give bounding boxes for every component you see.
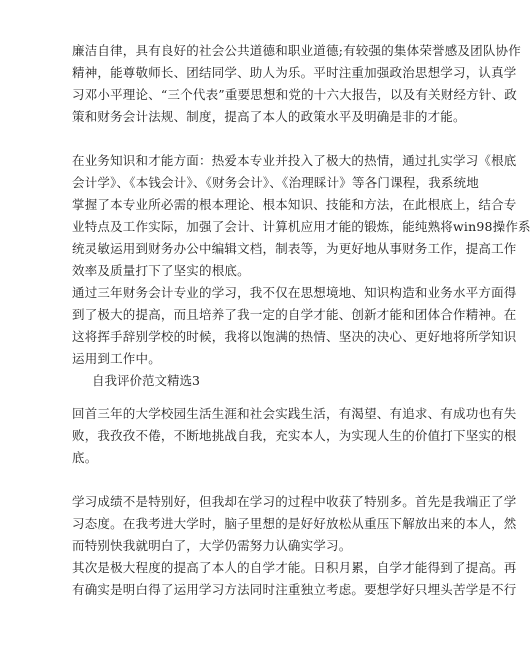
text-line: 运用到工作中。	[72, 351, 161, 366]
paragraph-summary	[72, 282, 517, 370]
text-line: 掌握了本专业所必需的根本理论、根本知识、技能和方法，在此根底上，结合专	[72, 197, 517, 212]
text-line: 这将挥手辞别学校的时候，我将以饱满的热情、坚决的决心、更好地将所学知识	[72, 329, 517, 344]
paragraph-integrity	[72, 40, 521, 128]
text-line: 底。	[72, 450, 98, 465]
text-line: 统灵敏运用到财务办公中编辑文档，制表等，为更好地从事财务工作，提高工作	[72, 241, 517, 256]
paragraph-reflection	[72, 403, 517, 469]
text-line: 习态度。在我考进大学时，脑子里想的是好好放松从重压下解放出来的本人，然	[72, 516, 517, 531]
text-line: 而特别快我就明白了，大学仍需努力认确实学习。	[72, 538, 352, 553]
text-line: 策和财务会计法规、制度，提高了本人的政策水平及明确是非的才能。	[72, 109, 466, 124]
section-heading: 自我评价范文精选3	[92, 373, 200, 388]
text-line: 通过三年财务会计专业的学习，我不仅在思想境地、知识构造和业务水平方面得	[72, 285, 517, 300]
text-line: 效率及质量打下了坚实的根底。	[72, 263, 250, 278]
text-line: 回首三年的大学校园生活生涯和社会实践生活，有渴望、有追求、有成功也有失	[72, 406, 517, 421]
text-line: 其次是极大程度的提高了本人的自学才能。日积月累，自学才能得到了提高。再	[72, 560, 517, 575]
text-line: 精神，能尊敬师长、团结同学、助人为乐。平时注重加强政治思想学习，认真学	[72, 65, 517, 80]
paragraph-study	[72, 491, 517, 601]
text-line: 廉洁自律，具有良好的社会公共道德和职业道德;有较强的集体荣誉感及团队协作	[72, 43, 521, 58]
paragraph-professional-skills	[72, 150, 531, 282]
text-line: 学习成绩不是特别好，但我却在学习的过程中收获了特别多。首先是我端正了学	[72, 494, 517, 509]
text-line: 有确实是明白得了运用学习方法同时注重独立考虑。要想学好只埋头苦学是不行	[72, 582, 517, 597]
text-line: 败，我孜孜不倦，不断地挑战自我，充实本人，为实现人生的价值打下坚实的根	[72, 428, 517, 443]
text-line: 习邓小平理论、“三个代表”重要思想和党的十六大报告，以及有关财经方针、政	[72, 87, 517, 102]
text-line: 业特点及工作实际，加强了会计、计算机应用才能的锻炼，能纯熟将win98操作系	[72, 219, 531, 234]
text-line: 会计学》、《本钱会计》、《财务会计》、《治理睬计》等各门课程，我系统地	[72, 175, 480, 190]
text-line: 在业务知识和才能方面：热爱本专业并投入了极大的热情，通过扎实学习《根底	[72, 153, 517, 168]
text-line: 到了极大的提高，而且培养了我一定的自学才能、创新才能和团体合作精神。在	[72, 307, 517, 322]
